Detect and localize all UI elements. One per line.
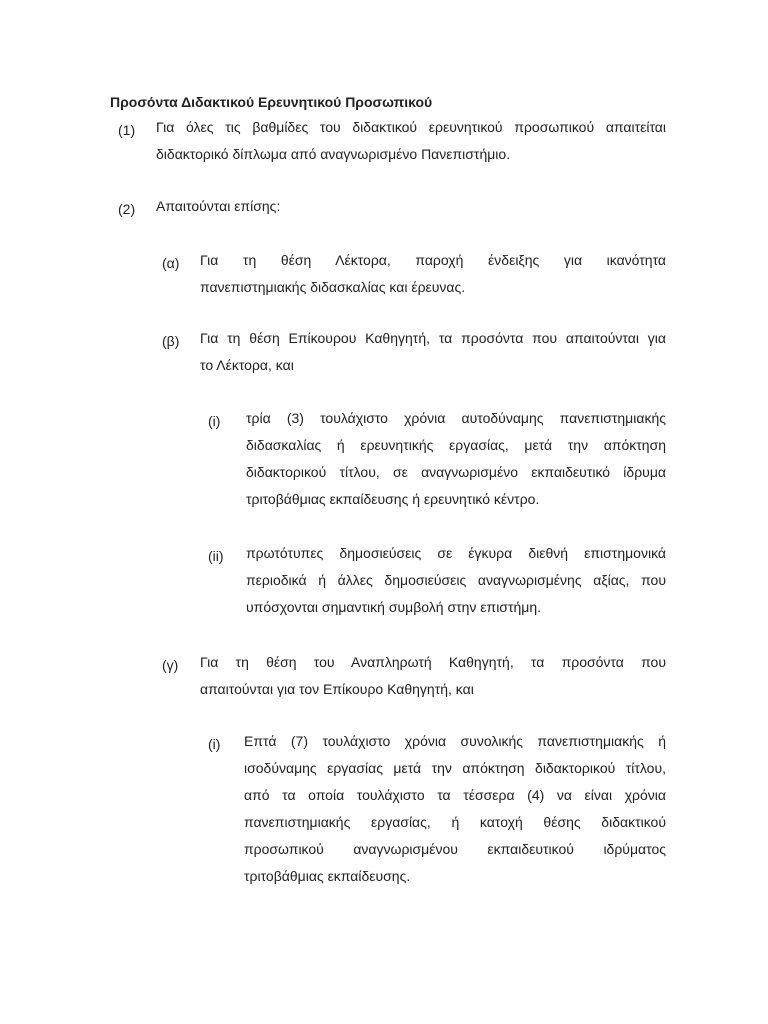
item-b-i-number: (i) bbox=[208, 413, 221, 429]
item-1-line-2: διδακτορικό δίπλωμα από αναγνωρισμένο Πανεπιστήμιο. bbox=[156, 146, 511, 162]
item-b-ii-line-1: πρωτότυπες δημοσιεύσεις σε έγκυρα διεθνή επιστημονικά bbox=[246, 545, 666, 561]
item-b-i-line-2: διδασκαλίας ή ερευνητικής εργασίας, μετά την απόκτηση bbox=[246, 437, 666, 453]
item-b-i-text bbox=[246, 405, 666, 513]
item-c-i-line-4: πανεπιστημιακής εργασίας, ή κατοχή θέσης διδακτικού bbox=[244, 814, 666, 830]
item-b-line-2: το Λέκτορα, και bbox=[200, 357, 294, 373]
item-c-line-2: απαιτούνται για τον Επίκουρο Καθηγητή, και bbox=[200, 681, 474, 697]
item-c-i-line-2: ισοδύναμης εργασίας μετά την απόκτηση διδακτορικού τίτλου, bbox=[244, 760, 666, 776]
item-a-line-2: πανεπιστημιακής διδασκαλίας και έρευνας. bbox=[200, 279, 466, 295]
item-a-number: (α) bbox=[162, 255, 180, 271]
item-b-line-1: Για τη θέση Επίκουρου Καθηγητή, τα προσόντα που απαιτούνται για bbox=[200, 330, 666, 346]
item-c-i-number: (i) bbox=[208, 736, 221, 752]
item-c-i-line-5: προσωπικού αναγνωρισμένου εκπαιδευτικού ιδρύματος bbox=[244, 841, 666, 857]
item-b-i-line-4: τριτοβάθμιας εκπαίδευσης ή ερευνητικό κέντρο. bbox=[246, 491, 540, 507]
document-title: Προσόντα Διδακτικού Ερευνητικού Προσωπικού bbox=[110, 94, 433, 110]
item-2-line-1: Απαιτούνται επίσης: bbox=[156, 198, 281, 214]
item-b-ii-line-2: περιοδικά ή άλλες δημοσιεύσεις αναγνωρισμένης αξίας, που bbox=[246, 572, 666, 588]
item-b-ii-text bbox=[246, 540, 666, 621]
item-1-text bbox=[156, 114, 666, 168]
item-2-number: (2) bbox=[118, 201, 136, 217]
item-c-i-text bbox=[244, 728, 666, 890]
item-1-number: (1) bbox=[118, 122, 136, 138]
item-2-text bbox=[156, 193, 666, 220]
item-c-text bbox=[200, 649, 666, 703]
item-a-line-1: Για τη θέση Λέκτορα, παροχή ένδειξης για ικανότητα bbox=[200, 252, 666, 268]
item-c-line-1: Για τη θέση του Αναπληρωτή Καθηγητή, τα προσόντα που bbox=[200, 654, 666, 670]
item-b-ii-line-3: υπόσχονται σημαντική συμβολή στην επιστήμη. bbox=[246, 599, 541, 615]
item-c-i-line-3: από τα οποία τουλάχιστο τα τέσσερα (4) να είναι χρόνια bbox=[244, 787, 666, 803]
item-b-number: (β) bbox=[162, 333, 180, 349]
item-b-i-line-3: διδακτορικού τίτλου, σε αναγνωρισμένο εκπαιδευτικό ίδρυμα bbox=[246, 464, 666, 480]
item-a-text bbox=[200, 247, 666, 301]
item-c-i-line-1: Επτά (7) τουλάχιστο χρόνια συνολικής πανεπιστημιακής ή bbox=[244, 733, 666, 749]
item-c-i-line-6: τριτοβάθμιας εκπαίδευσης. bbox=[244, 868, 411, 884]
item-b-text bbox=[200, 325, 666, 379]
item-c-number: (γ) bbox=[162, 657, 179, 673]
item-b-ii-number: (ii) bbox=[208, 548, 224, 564]
item-1-line-1: Για όλες τις βαθμίδες του διδακτικού ερευνητικού προσωπικού απαιτείται bbox=[156, 119, 666, 135]
item-b-i-line-1: τρία (3) τουλάχιστο χρόνια αυτοδύναμης πανεπιστημιακής bbox=[246, 410, 666, 426]
